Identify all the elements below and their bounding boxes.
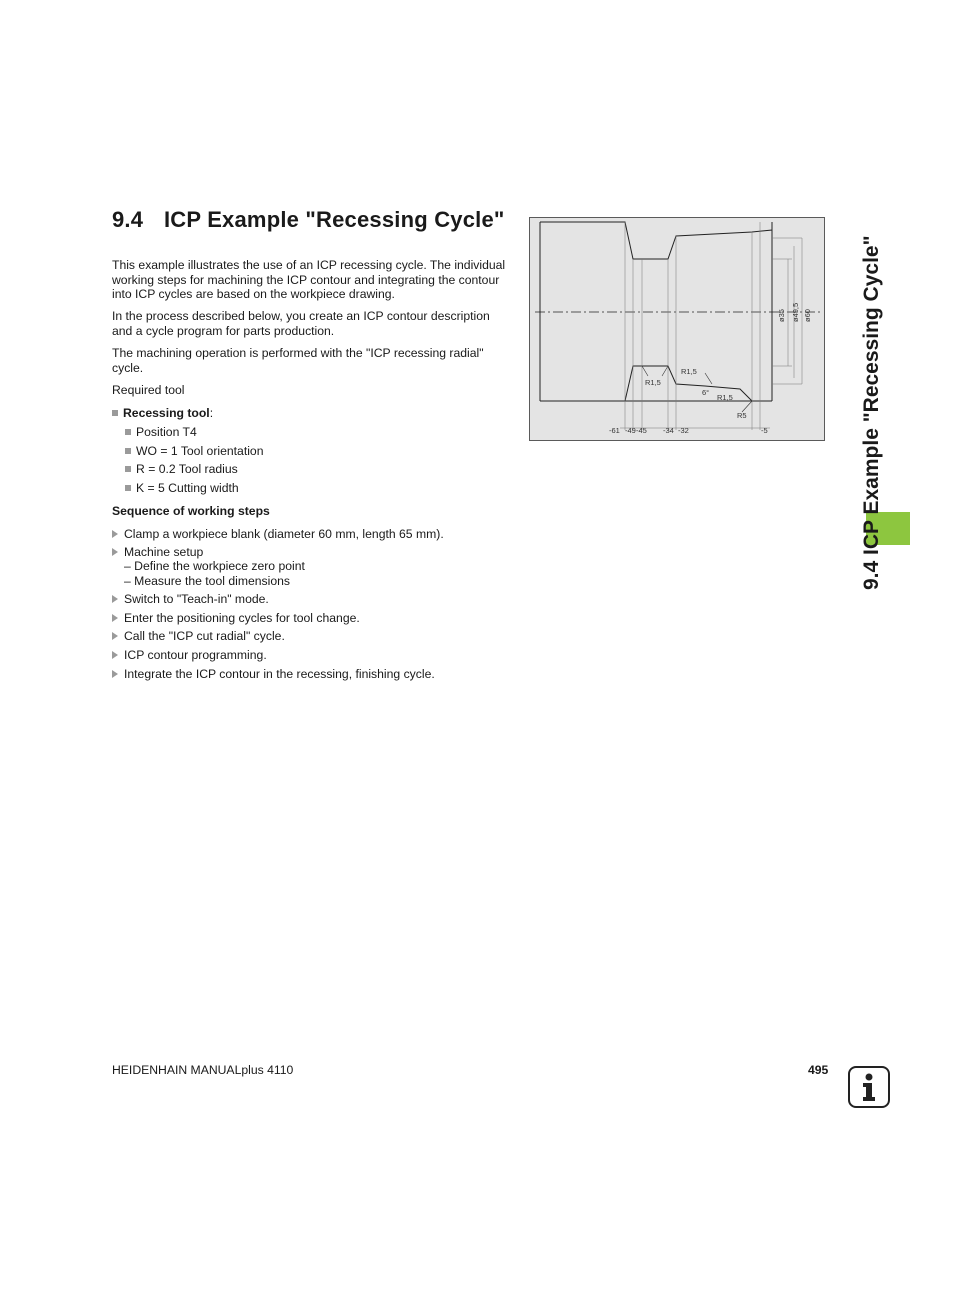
section-number: 9.4: [112, 207, 144, 232]
arrow-bullet-icon: [112, 548, 118, 556]
page-title: [112, 207, 505, 233]
radius-label: R5: [737, 411, 747, 420]
x-dim-label: -5: [761, 426, 768, 435]
intro-paragraph-1: This example illustrates the use of an ICP recessing cycle. The individual working steps for machining the ICP contour and integrating the contour into ICP cycles are based on the workpiece drawing.: [112, 258, 506, 301]
tool-param-text: WO = 1 Tool orientation: [136, 444, 264, 458]
step-item: [112, 667, 512, 682]
tool-param-text: Position T4: [136, 425, 197, 439]
step-item: [112, 611, 512, 626]
arrow-bullet-icon: [112, 595, 118, 603]
arrow-bullet-icon: [112, 632, 118, 640]
angle-label: 6°: [702, 388, 710, 397]
step-text: ICP contour programming.: [124, 648, 267, 662]
tool-suffix: :: [209, 406, 214, 420]
square-bullet-icon: [125, 448, 131, 454]
square-bullet-icon: [112, 410, 118, 416]
contour-upper: [540, 222, 772, 259]
tool-param-text: R = 0.2 Tool radius: [136, 462, 238, 476]
radius-label: R1,5: [681, 367, 697, 376]
section-title: ICP Example "Recessing Cycle": [164, 207, 505, 232]
radius-label: R1,5: [717, 393, 733, 402]
step-text: Clamp a workpiece blank (diameter 60 mm, length 65 mm).: [124, 527, 444, 541]
tool-param: [125, 425, 525, 440]
step-text: Switch to "Teach-in" mode.: [124, 592, 269, 606]
tool-param: [125, 481, 525, 496]
square-bullet-icon: [125, 429, 131, 435]
arrow-bullet-icon: [112, 651, 118, 659]
square-bullet-icon: [125, 466, 131, 472]
x-dim-label: -61: [609, 426, 620, 435]
diameter-label: ø60: [803, 309, 812, 322]
workpiece-drawing: [529, 217, 825, 441]
step-item: [112, 592, 512, 607]
tool-item: [112, 406, 512, 421]
intro-paragraph-3: The machining operation is performed with the "ICP recessing radial" cycle.: [112, 346, 484, 375]
required-tool-label: Required tool: [112, 383, 185, 397]
step-subitem: – Define the workpiece zero point: [124, 559, 305, 573]
workpiece-drawing-svg: [530, 218, 824, 440]
arrow-bullet-icon: [112, 614, 118, 622]
x-dim-label: -32: [678, 426, 689, 435]
step-item: [112, 648, 512, 663]
tool-param: [125, 462, 525, 477]
diameter-label: ø49,5: [791, 302, 800, 322]
step-item: [112, 527, 512, 542]
page-number: 495: [808, 1063, 829, 1077]
step-item: [112, 545, 512, 560]
tool-param: [125, 444, 525, 459]
tool-name: Recessing tool: [123, 406, 210, 420]
info-icon: [848, 1066, 890, 1108]
arrow-bullet-icon: [112, 670, 118, 678]
arrow-bullet-icon: [112, 530, 118, 538]
step-text: Enter the positioning cycles for tool change.: [124, 611, 360, 625]
steps-heading: Sequence of working steps: [112, 504, 270, 518]
x-dim-label: -49: [625, 426, 636, 435]
square-bullet-icon: [125, 485, 131, 491]
step-text: Machine setup: [124, 545, 204, 559]
diameter-label: ø35: [777, 309, 786, 322]
step-text: Call the "ICP cut radial" cycle.: [124, 629, 285, 643]
x-dim-label: -45: [636, 426, 647, 435]
footer-manual: HEIDENHAIN MANUALplus 4110: [112, 1063, 294, 1077]
side-tab-title: 9.4 ICP Example "Recessing Cycle": [860, 235, 883, 590]
radius-label: R1,5: [645, 378, 661, 387]
intro-paragraph-2: In the process described below, you create an ICP contour description and a cycle program for parts production.: [112, 309, 490, 338]
tool-param-text: K = 5 Cutting width: [136, 481, 239, 495]
step-item: [112, 629, 512, 644]
x-dim-label: -34: [663, 426, 674, 435]
step-subitem: – Measure the tool dimensions: [124, 574, 290, 588]
step-text: Integrate the ICP contour in the recessing, finishing cycle.: [124, 667, 435, 681]
